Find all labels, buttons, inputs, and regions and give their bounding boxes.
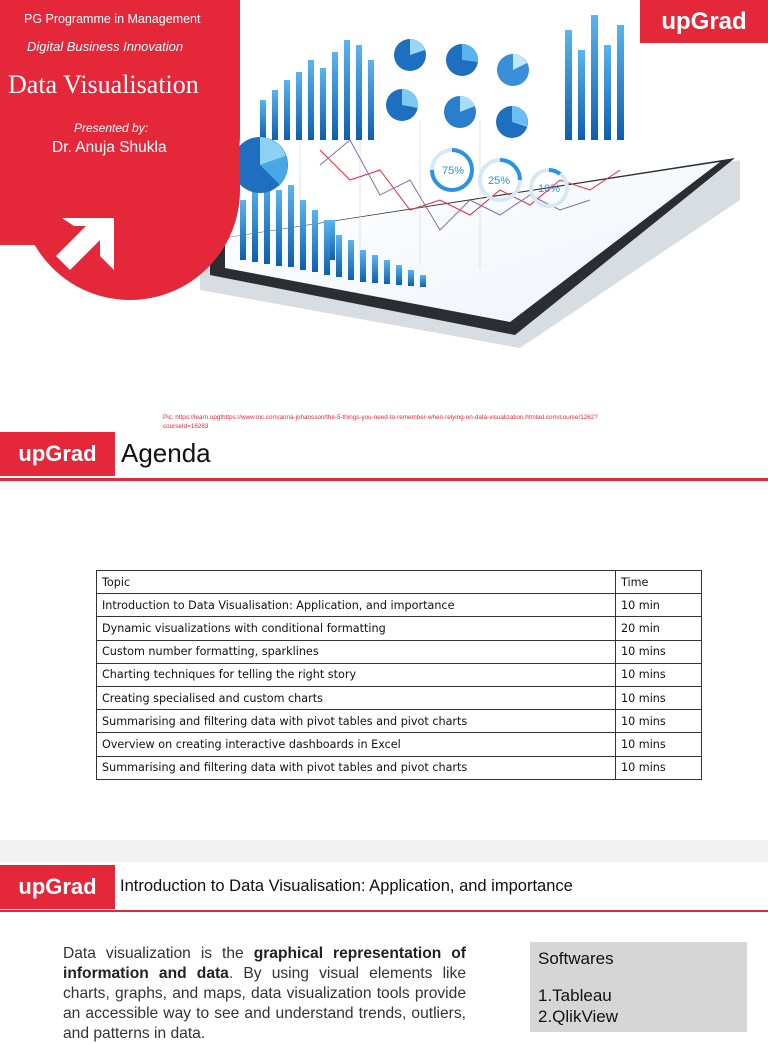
topic-cell: Summarising and filtering data with pivot tables and pivot charts	[97, 710, 616, 733]
time-cell: 10 mins	[616, 756, 702, 779]
percent-label-25: 25%	[488, 175, 511, 187]
upgrad-arrow-icon	[52, 210, 118, 274]
title-divider	[0, 478, 768, 481]
presented-by-label: Presented by:	[74, 121, 149, 135]
author-name: Dr. Anuja Shukla	[52, 139, 167, 156]
body-intro: Data visualization is the	[63, 945, 254, 962]
table-row	[97, 733, 702, 756]
topic-cell: Introduction to Data Visualisation: Application, and importance	[97, 594, 616, 617]
software-item: 1.Tableau	[538, 986, 612, 1005]
table-row	[97, 686, 702, 709]
table-row	[97, 710, 702, 733]
table-header-row	[97, 571, 702, 594]
time-cell: 10 mins	[616, 640, 702, 663]
table-row	[97, 594, 702, 617]
agenda-slide	[0, 432, 768, 840]
body-rest: . By using visual elements like charts, graphs, and maps, data visualization tools provide an accessible way to see and understand trends, outliers, and patterns in data.	[63, 965, 466, 1042]
title-slide	[0, 0, 768, 432]
upgrad-logo: upGrad	[0, 432, 115, 476]
introduction-slide	[0, 840, 768, 1042]
presentation-title: Data Visualisation	[8, 70, 199, 99]
topic-cell: Dynamic visualizations with conditional formatting	[97, 617, 616, 640]
time-cell: 10 mins	[616, 663, 702, 686]
header-topic: Topic	[97, 571, 616, 594]
topic-cell: Charting techniques for telling the right story	[97, 663, 616, 686]
softwares-title: Softwares	[538, 949, 614, 968]
body-bold: graphical representation of information and data	[63, 945, 467, 982]
percent-label-75: 75%	[442, 165, 465, 177]
percent-label-10: 10%	[538, 183, 561, 195]
intro-paragraph	[63, 944, 466, 1044]
table-row	[97, 640, 702, 663]
slide-title: Agenda	[121, 438, 211, 468]
agenda-table	[96, 570, 702, 780]
tablet-illustration	[180, 0, 768, 400]
picture-credit: Pic: https://learn.upgthttps://www.inc.com/anna-johansson/the-5-things-you-need-to-remember-when-relying-on-data-visualization.htmlad.com/course/1262?courseId=16283	[163, 414, 598, 430]
upgrad-logo: upGrad	[640, 0, 768, 43]
time-cell: 10 mins	[616, 686, 702, 709]
slide-gap	[0, 840, 768, 862]
topic-cell: Creating specialised and custom charts	[97, 686, 616, 709]
title-divider	[0, 910, 768, 912]
time-cell: 10 mins	[616, 733, 702, 756]
software-item: 2.QlikView	[538, 1007, 618, 1026]
softwares-box	[530, 942, 747, 1032]
table-row	[97, 617, 702, 640]
slide-title: Introduction to Data Visualisation: Application, and importance	[120, 877, 573, 895]
time-cell: 10 mins	[616, 710, 702, 733]
time-cell: 20 min	[616, 617, 702, 640]
table-row	[97, 663, 702, 686]
time-cell: 10 min	[616, 594, 702, 617]
programme-name: PG Programme in Management	[24, 12, 201, 26]
topic-cell: Summarising and filtering data with pivot tables and pivot charts	[97, 756, 616, 779]
table-row	[97, 756, 702, 779]
topic-cell: Custom number formatting, sparklines	[97, 640, 616, 663]
track-name: Digital Business Innovation	[27, 39, 184, 54]
topic-cell: Overview on creating interactive dashboards in Excel	[97, 733, 616, 756]
header-time: Time	[616, 571, 702, 594]
upgrad-logo: upGrad	[0, 865, 115, 909]
